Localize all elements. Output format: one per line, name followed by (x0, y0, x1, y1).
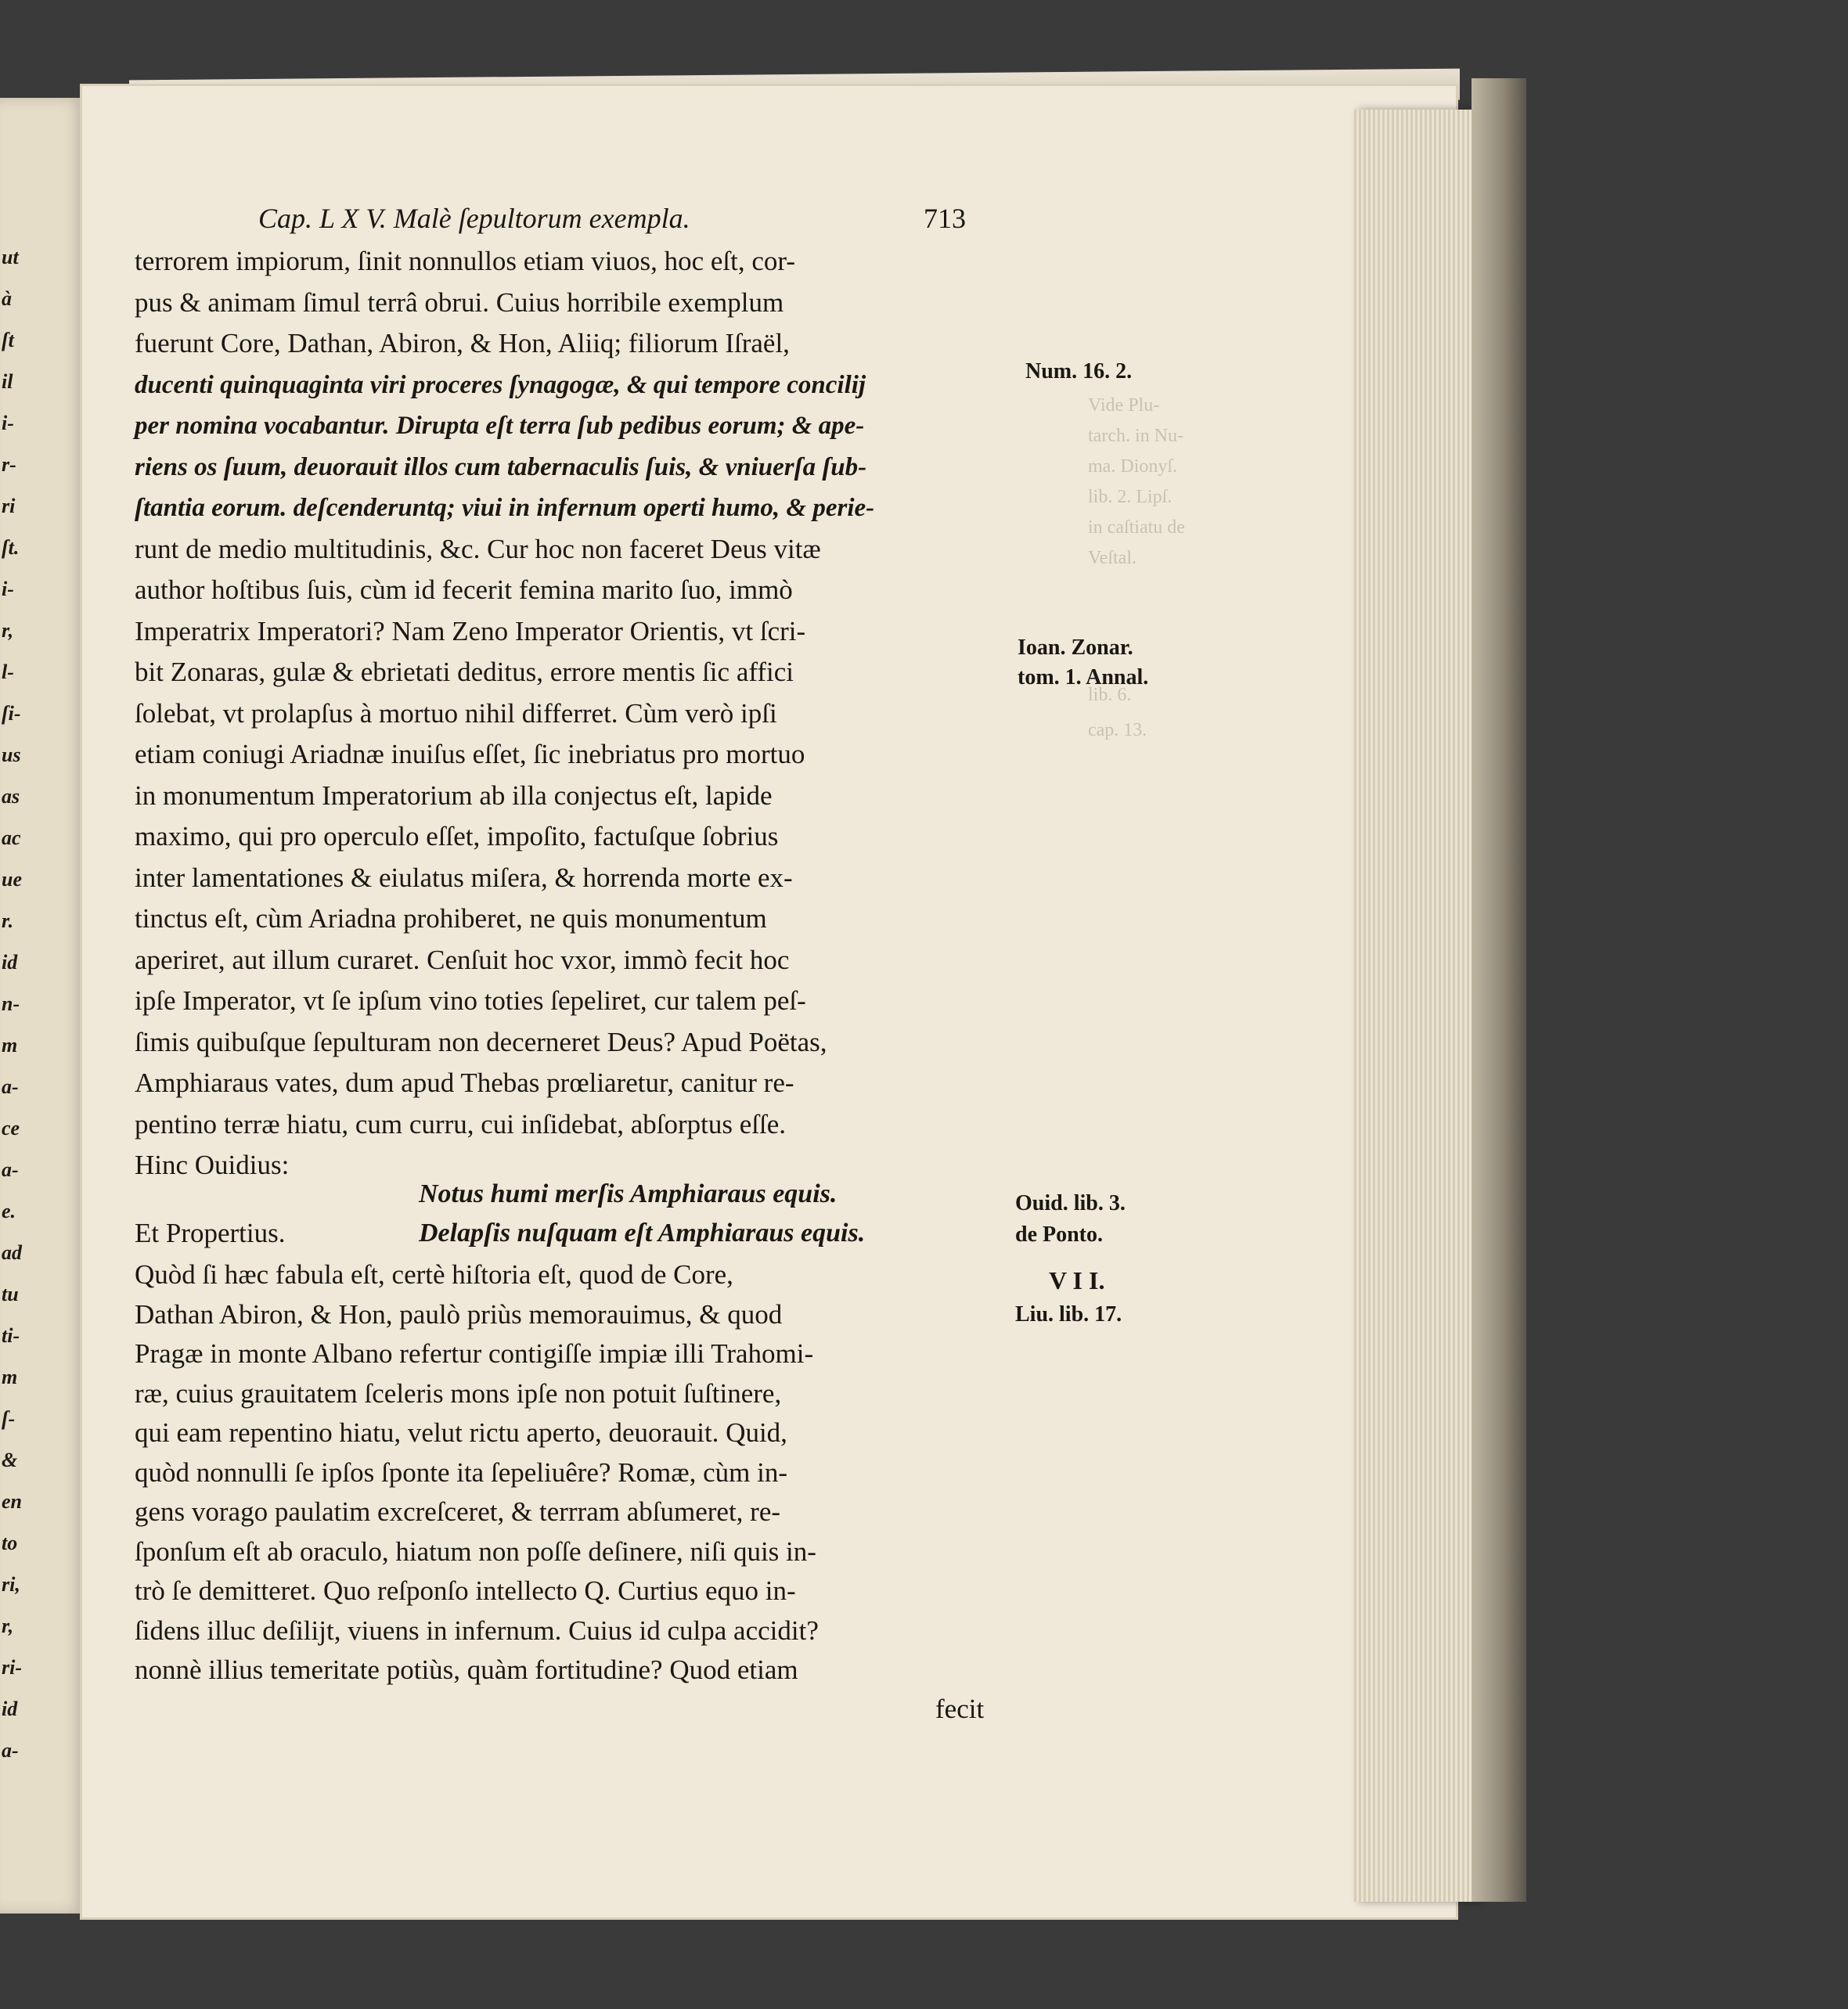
left-page-fragment: ſ- (2, 1407, 16, 1430)
left-page-fragment: m (2, 1034, 18, 1057)
left-page-fragment: ri (2, 495, 16, 517)
text-line: ſidens illuc deſilijt, viuens in infernum. Cuius id culpa accidit? (135, 1615, 819, 1646)
left-page-fragment: & (2, 1449, 18, 1471)
left-page-fragment: r, (2, 619, 14, 642)
show-through-note: in caſtiatu de (1088, 517, 1185, 538)
page-fore-edge (1354, 110, 1479, 1902)
show-through-note: lib. 6. (1088, 685, 1132, 705)
left-page-fragment: ac (2, 826, 21, 849)
left-page-fragment: e. (2, 1200, 16, 1222)
show-through-note: cap. 13. (1088, 720, 1147, 740)
text-line: Amphiaraus vates, dum apud Thebas prœliaretur, canitur re- (135, 1068, 794, 1098)
margin-note-num: Num. 16. 2. (1025, 359, 1133, 383)
text-line: bit Zonaras, gulæ & ebrietati deditus, errore mentis ſic affici (135, 657, 794, 687)
left-page-fragment: ce (2, 1117, 20, 1140)
margin-note-zonaras: Ioan. Zonar. (1018, 635, 1133, 660)
verse-ovid: Notus humi merſis Amphiaraus equis. (419, 1179, 838, 1208)
left-page-fragment: tu (2, 1283, 19, 1305)
show-through-note: Vide Plu- (1088, 395, 1160, 416)
text-line: maximo, qui pro operculo eſſet, impoſito, factuſque ſobrius (135, 821, 779, 851)
text-line: qui eam repentino hiatu, velut rictu aperto, deuorauit. Quid, (135, 1417, 787, 1448)
text-line: Pragæ in monte Albano refertur contigiſſe impiæ illi Trahomi- (135, 1338, 814, 1369)
show-through-note: lib. 2. Lipſ. (1088, 487, 1173, 507)
page-number: 713 (924, 203, 966, 234)
left-page-fragment: to (2, 1532, 18, 1554)
left-page-fragment: id (2, 1698, 18, 1720)
header-title: Cap. L X V. Malè ſepultorum exempla. (258, 203, 690, 234)
running-header (258, 202, 994, 241)
left-page-fragment: a- (2, 1739, 19, 1762)
text-line: per nomina vocabantur. Dirupta eſt terra ſub pedibus eorum; & ape- (135, 412, 865, 440)
text-line: Imperatrix Imperatori? Nam Zeno Imperator Orientis, vt ſcri- (135, 615, 806, 646)
left-page-fragment: en (2, 1490, 22, 1513)
left-page-fragment: ſt. (2, 536, 20, 559)
binding-edge (1472, 78, 1526, 1902)
text-line: ducenti quinquaginta viri proceres ſynagogæ, & qui tempore concilij (135, 370, 866, 399)
left-page-fragment: ſt (2, 329, 14, 351)
left-page-fragment: ſi- (2, 702, 21, 725)
margin-note-annal: tom. 1. Annal. (1018, 665, 1149, 689)
text-line: terrorem impiorum, ſinit nonnullos etiam viuos, hoc eſt, cor- (135, 246, 795, 276)
text-line: author hoſtibus ſuis, cùm id fecerit femina marito ſuo, immò (135, 574, 793, 605)
text-line: aperiret, aut illum curaret. Cenſuit hoc vxor, immò fecit hoc (135, 944, 790, 975)
left-page-fragment: il (2, 370, 13, 393)
text-line: runt de medio multitudinis, &c. Cur hoc non faceret Deus vitæ (135, 533, 821, 564)
left-page-fragment: id (2, 951, 18, 974)
text-line: ipſe Imperator, vt ſe ipſum vino toties ſepeliret, cur talem peſ- (135, 985, 806, 1016)
left-page-fragment: a- (2, 1158, 19, 1181)
margin-note-vii: V I I. (1049, 1266, 1105, 1294)
margin-note-livy: Liu. lib. 17. (1015, 1302, 1122, 1327)
text-line: inter lamentationes & eiulatus miſera, & horrenda morte ex- (135, 862, 793, 893)
margin-note-ovid: Ouid. lib. 3. (1015, 1191, 1126, 1215)
text-line: Dathan Abiron, & Hon, paulò priùs memorauimus, & quod (135, 1298, 783, 1330)
show-through-note: tarch. in Nu- (1088, 426, 1183, 446)
left-page-fragment: r, (2, 1615, 14, 1637)
text-line: gens vorago paulatim excreſceret, & terrram abſumeret, re- (135, 1496, 781, 1527)
text-line: tinctus eſt, cùm Ariadna prohiberet, ne quis monumentum (135, 903, 767, 934)
left-page-fragment: ad (2, 1241, 22, 1264)
text-line: ſponſum eſt ab oraculo, hiatum non poſſe deſinere, niſi quis in- (135, 1536, 816, 1567)
left-page-fragment: ti- (2, 1324, 20, 1347)
show-through-note: Veſtal. (1088, 548, 1137, 568)
text-line: Hinc Ouidius: (135, 1150, 290, 1180)
left-page-fragment: ut (2, 246, 19, 268)
left-page-fragment: i- (2, 578, 14, 600)
text-line: ſimis quibuſque ſepulturam non decerneret Deus? Apud Poëtas, (135, 1026, 827, 1057)
text-line: ſtantia eorum. deſcenderuntq; viui in infernum operti humo, & perie- (135, 494, 875, 522)
text-line: etiam coniugi Ariadnæ inuiſus eſſet, ſic inebriatus pro mortuo (135, 739, 805, 769)
left-page-fragment: l- (2, 661, 14, 683)
text-line: in monumentum Imperatorium ab illa conjectus eſt, lapide (135, 779, 773, 811)
left-page-fragment: ri, (2, 1573, 20, 1596)
left-page-fragment: a- (2, 1075, 19, 1098)
verse-lead-propertius: Et Propertius. (135, 1218, 286, 1248)
text-line: riens os ſuum, deuorauit illos cum tabernaculis ſuis, & vniuerſa ſub- (135, 452, 867, 481)
left-page-fragment: i- (2, 412, 14, 434)
text-line: pentino terræ hiatu, cum curru, cui inſidebat, abſorptus eſſe. (135, 1108, 786, 1140)
left-page-fragment: m (2, 1366, 18, 1388)
left-page-fragment: r- (2, 453, 16, 476)
text-line: ræ, cuius grauitatem ſceleris mons ipſe non potuit ſuſtinere, (135, 1377, 782, 1409)
margin-note-ponto: de Ponto. (1015, 1222, 1103, 1247)
left-page-fragment: ri- (2, 1656, 22, 1679)
show-through-note: ma. Dionyſ. (1088, 456, 1177, 477)
left-page-fragment: as (2, 785, 20, 808)
left-page-fragment: us (2, 743, 21, 766)
text-line: pus & animam ſimul terrâ obrui. Cuius horribile exemplum (135, 286, 784, 318)
text-line: nonnè illius temeritate potiùs, quàm fortitudine? Quod etiam (135, 1654, 798, 1685)
text-line: trò ſe demitteret. Quo reſponſo intellecto Q. Curtius equo in- (135, 1575, 796, 1606)
left-page-fragment: ue (2, 868, 22, 891)
text-line: ſolebat, vt prolapſus à mortuo nihil differret. Cùm verò ipſi (135, 697, 777, 729)
catchword: fecit (935, 1694, 985, 1724)
text-line: fuerunt Core, Dathan, Abiron, & Hon, Aliiq; filiorum Iſraël, (135, 328, 790, 358)
left-page-fragment: à (2, 287, 12, 310)
text-line: Quòd ſi hæc fabula eſt, certè hiſtoria eſt, quod de Core, (135, 1259, 733, 1290)
verse-propertius: Delapſis nuſquam eſt Amphiaraus equis. (419, 1219, 866, 1248)
text-line: quòd nonnulli ſe ipſos ſponte ita ſepeliuêre? Romæ, cùm in- (135, 1456, 788, 1488)
left-page-fragment: n- (2, 992, 20, 1015)
left-page-fragment: r. (2, 909, 14, 932)
